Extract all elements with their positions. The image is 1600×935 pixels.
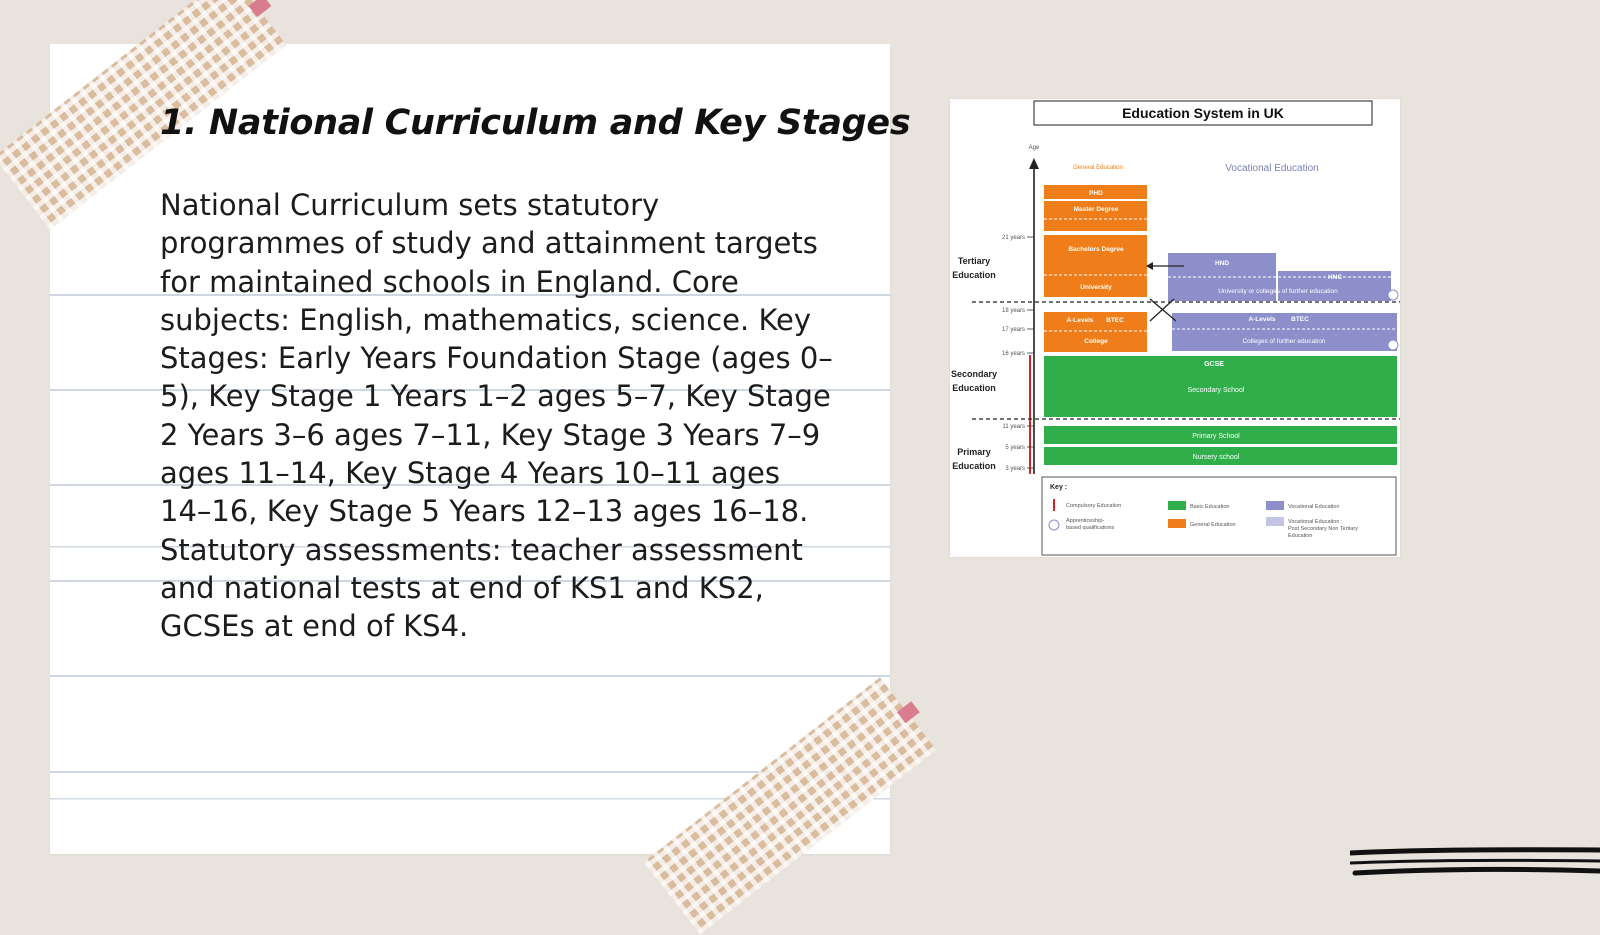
key-apprenticeship: Apprenticeship- bbox=[1066, 518, 1105, 524]
level-primary: Primary bbox=[957, 447, 991, 457]
age-axis-label: Age bbox=[1028, 145, 1040, 151]
label-alevels: A-Levels bbox=[1066, 317, 1094, 324]
tape-tip bbox=[249, 0, 272, 17]
key-basic: Basic Education bbox=[1190, 504, 1230, 510]
key-vocational: Vocational Education bbox=[1288, 504, 1340, 510]
label-nursery-school: Nursery school bbox=[1192, 454, 1240, 461]
key-general: General Education bbox=[1190, 522, 1236, 528]
header-vocational-education: Vocational Education bbox=[1225, 163, 1319, 174]
key-apprenticeship-line2: based qualifications bbox=[1066, 525, 1115, 531]
ink-scribble bbox=[1350, 845, 1600, 885]
key-post-secondary-swatch bbox=[1266, 517, 1284, 526]
level-tertiary: Tertiary bbox=[957, 256, 991, 266]
level-secondary: Secondary bbox=[950, 369, 998, 379]
label-secondary-school: Secondary School bbox=[1187, 387, 1245, 394]
education-system-diagram bbox=[950, 99, 1400, 557]
level-tertiary-line2: Education bbox=[952, 270, 996, 280]
age-tick-3: 3 years bbox=[1005, 466, 1025, 472]
label-bachelors: Bachelors Degree bbox=[1068, 246, 1124, 253]
label-alevels-vocational: A-Levels bbox=[1248, 316, 1276, 323]
key-apprenticeship-icon bbox=[1049, 520, 1059, 530]
age-tick-17: 17 years bbox=[1001, 327, 1025, 333]
label-university: University bbox=[1080, 284, 1112, 291]
age-tick-18: 18 years bbox=[1001, 308, 1025, 314]
slide-body-text: National Curriculum sets statutory programmes of study and attainment targets for maintained schools in England. Core subjects: English, mathematics, science. Key Stages: Early Years Foundation Stage (ages 0–5), Key Stage 1 Years 1–2 ages 5–7, Key Stage 2 Years 3–6 ages 7–11, Key Stage 3 Years 7–9 ages 11–14, Key Stage 4 Years 10–11 ages 14–16, Key Stage 5 Years 12–13 ages 16–18. Statutory assessments: teacher assessment and national tests at end of KS1 and KS2, GCSEs at end of KS4. bbox=[160, 188, 833, 644]
label-hnd: HND bbox=[1214, 260, 1230, 267]
label-primary-school: Primary School bbox=[1192, 433, 1240, 440]
level-secondary-line2: Education bbox=[952, 383, 996, 393]
key-compulsory: Compulsory Education bbox=[1066, 503, 1122, 509]
header-general-education: General Education bbox=[1073, 165, 1123, 171]
box-alevels-further-education bbox=[1172, 313, 1397, 351]
slide-title: 1. National Curriculum and Key Stages bbox=[160, 103, 911, 143]
key-post-secondary-line2: Post Secondary Non Tertiary bbox=[1288, 526, 1358, 532]
key-title: Key : bbox=[1050, 484, 1068, 491]
label-btec-vocational: BTEC bbox=[1291, 316, 1309, 323]
diagram-title: Education System in UK bbox=[1122, 105, 1284, 121]
level-primary-line2: Education bbox=[952, 461, 996, 471]
apprenticeship-marker-icon bbox=[1388, 340, 1398, 350]
key-post-secondary: Vocational Education : bbox=[1288, 519, 1343, 525]
apprenticeship-marker-icon bbox=[1388, 290, 1398, 300]
age-tick-5: 5 years bbox=[1005, 445, 1025, 451]
label-masters: Master Degree bbox=[1073, 206, 1119, 213]
age-tick-21: 21 years bbox=[1001, 235, 1025, 241]
key-vocational-swatch bbox=[1266, 501, 1284, 510]
label-phd: PHD bbox=[1089, 190, 1103, 197]
label-colleges-further-education: Colleges of further education bbox=[1242, 338, 1326, 345]
diagram-key bbox=[1042, 477, 1396, 555]
key-post-secondary-line3: Education bbox=[1288, 533, 1313, 539]
age-tick-16: 16 years bbox=[1001, 351, 1025, 357]
age-axis-arrow-icon bbox=[1029, 158, 1039, 169]
age-tick-11: 11 years bbox=[1002, 424, 1025, 430]
label-hnc: HNC bbox=[1327, 274, 1343, 281]
label-univ-further-education: University or colleges of further education bbox=[1218, 288, 1338, 295]
arrow-head-icon bbox=[1146, 262, 1153, 270]
label-btec: BTEC bbox=[1106, 317, 1124, 324]
tape-tip bbox=[897, 701, 920, 723]
label-gcse: GCSE bbox=[1204, 361, 1224, 368]
box-alevels-college bbox=[1044, 312, 1147, 352]
label-college: College bbox=[1084, 338, 1108, 345]
key-basic-swatch bbox=[1168, 501, 1186, 510]
paper-rule bbox=[50, 675, 890, 677]
key-general-swatch bbox=[1168, 519, 1186, 528]
